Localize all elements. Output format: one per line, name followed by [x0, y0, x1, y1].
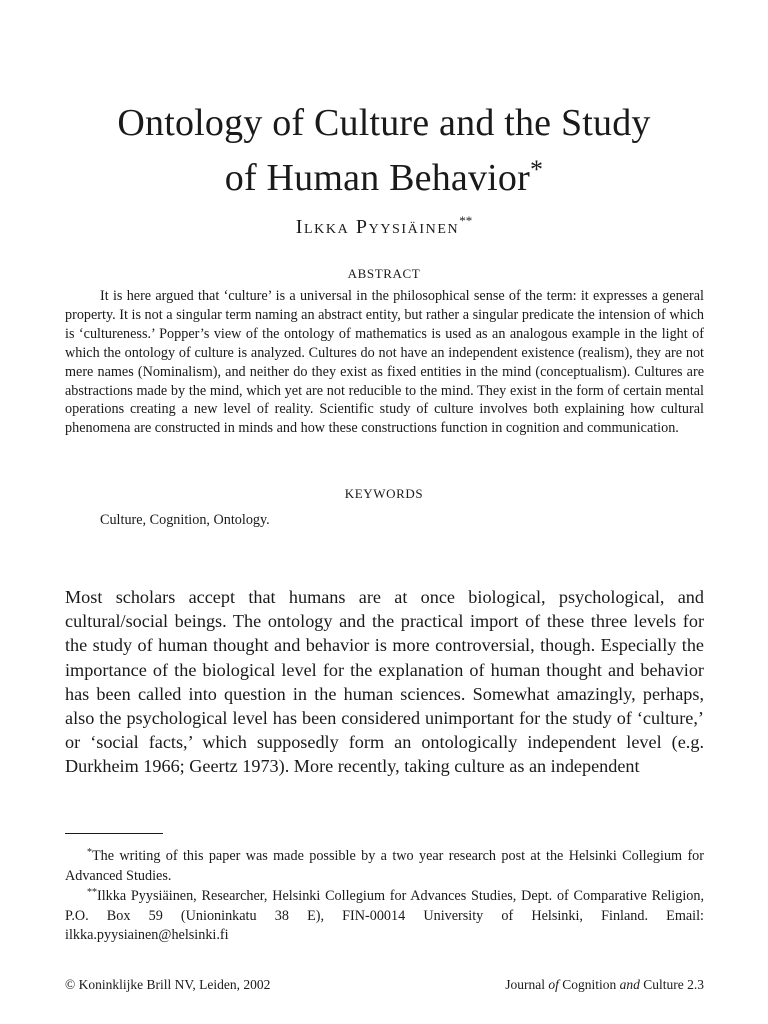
- journal-name-of: of: [548, 977, 559, 992]
- footnote-1-text: The writing of this paper was made possible by a two year research post at the Helsinki Collegium for Advanced Studies.: [65, 848, 704, 884]
- copyright-notice: © Koninklijke Brill NV, Leiden, 2002: [65, 977, 271, 992]
- keywords-text: Culture, Cognition, Ontology.: [100, 512, 270, 528]
- abstract-heading: ABSTRACT: [347, 266, 421, 281]
- title-line-1: Ontology of Culture and the Study: [117, 102, 651, 144]
- author-name: Ilkka Pyysiäinen: [295, 216, 460, 238]
- author-line: [40, 214, 728, 240]
- paper-title: [40, 96, 728, 206]
- title-line-2: [40, 151, 728, 206]
- footnote-2: [65, 887, 704, 946]
- footnote-1: [65, 847, 704, 886]
- author-footnote-marker: **: [459, 213, 473, 228]
- footnote-2-marker: **: [87, 887, 97, 898]
- body-paragraph: Most scholars accept that humans are at once biological, psychological, and cultural/social beings. The ontology and the practical import of these three levels for the study of human thought and behavior is more controversial, though. Especially the importance of the biological level for the explanation of human thought and behavior has been called into question in the human sciences. Somewhat amazingly, perhaps, also the psychological level has been considered unimportant for the study of ‘culture,’ or ‘social facts,’ which supposedly form an ontologically independent level (e.g. Durkheim 1966; Geertz 1973). More recently, taking culture as an independent: [65, 587, 704, 777]
- journal-name-part-2: Cognition: [558, 977, 620, 992]
- journal-name-and: and: [619, 977, 640, 992]
- title-footnote-marker: *: [530, 155, 544, 184]
- keywords-heading: KEYWORDS: [344, 486, 424, 501]
- journal-name-part-3: Culture 2.3: [639, 977, 704, 992]
- footnote-divider: [65, 833, 163, 834]
- footnote-1-marker: *: [87, 847, 92, 858]
- journal-name: [505, 977, 704, 993]
- abstract-text: It is here argued that ‘culture’ is a universal in the philosophical sense of the term: it expresses a general property. It is not a singular term naming an abstract entity, but rather a singular predicate the intension of which is ‘cultureness.’ Popper’s view of the ontology of mathematics is used as an analogous example in the light of which the ontology of culture is analyzed. Cultures do not have an independent existence (realism), they are not mere names (Nominalism), and neither do they exist as fixed entities in the mind (conceptualism). Cultures are abstractions made by the mind, which yet are not reducible to the mind. They exist in the form of certain mental operations creating a new level of reality. Scientific study of culture involves both explaining how cultural phenomena are constructed in minds and how these constructions function in cognition and communication.: [65, 288, 704, 437]
- journal-name-part-1: Journal: [505, 977, 549, 992]
- title-line-2-text: of Human Behavior: [224, 157, 530, 199]
- footnote-2-text: Ilkka Pyysiäinen, Researcher, Helsinki Collegium for Advances Studies, Dept. of Comparative Religion, P.O. Box 59 (Unioninkatu 38 E), FIN-00014 University of Helsinki, Finland. Email: ilkka.pyysiainen@helsinki.fi: [65, 888, 704, 943]
